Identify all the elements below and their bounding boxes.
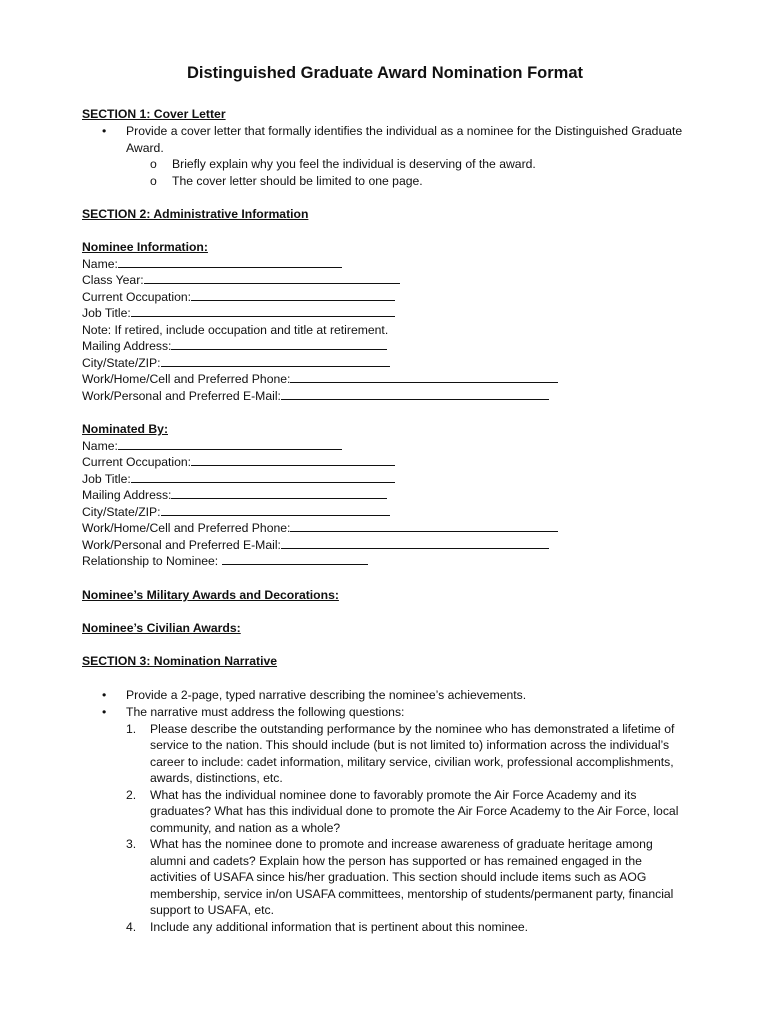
field-label: Name: [82, 439, 118, 453]
field-blank[interactable] [191, 289, 395, 301]
section1-bullet1-line2: Award. [126, 141, 164, 155]
field-blank[interactable] [290, 520, 558, 532]
section1-bullet1-line1: Provide a cover letter that formally identifies the individual as a nominee for the Distinguished Graduate [126, 124, 683, 138]
bullet-marker: • [102, 705, 107, 719]
field-label: Current Occupation: [82, 290, 192, 304]
field-label: Work/Personal and Preferred E-Mail: [82, 538, 281, 552]
item-number: 3. [126, 837, 137, 851]
section3-bullet2: The narrative must address the following questions: [126, 705, 405, 719]
field-blank[interactable] [191, 454, 395, 466]
item2-line1: What has the individual nominee done to favorably promote the Air Force Academy and its [150, 788, 637, 802]
nominee-info-heading: Nominee Information: [82, 240, 208, 254]
field-blank[interactable] [171, 487, 387, 499]
nominee-mailing-field[interactable] [82, 338, 387, 355]
section1-sub1: Briefly explain why you feel the individual is deserving of the award. [172, 157, 536, 171]
bullet-marker: • [102, 124, 107, 138]
field-label: Name: [82, 257, 118, 271]
military-awards-heading: Nominee’s Military Awards and Decorations: [82, 588, 339, 602]
item1-line2: service to the nation. This should include (but is not limited to) information across the individual’s [150, 738, 670, 752]
field-blank[interactable] [222, 553, 368, 565]
sub-bullet-marker: o [150, 174, 157, 188]
nominee-email-field[interactable] [82, 388, 549, 405]
field-blank[interactable] [131, 471, 395, 483]
document-title: Distinguished Graduate Award Nomination Format [186, 64, 584, 82]
item3-line3: activities of USAFA since his/her graduation. This section should include items such as AOG [150, 870, 647, 884]
field-blank[interactable] [281, 388, 549, 400]
field-label: City/State/ZIP: [82, 356, 161, 370]
item2-line2: graduates? What has this individual done to promote the Air Force Academy to the Air Force, local [150, 804, 679, 818]
section2-heading: SECTION 2: Administrative Information [82, 207, 309, 221]
nominator-city-field[interactable] [82, 504, 390, 521]
field-label: Job Title: [82, 472, 131, 486]
field-label: Work/Personal and Preferred E-Mail: [82, 389, 281, 403]
field-blank[interactable] [161, 355, 390, 367]
nominee-occupation-field[interactable] [82, 289, 395, 306]
field-blank[interactable] [281, 537, 549, 549]
nominator-job-title-field[interactable] [82, 471, 395, 488]
nominator-mailing-field[interactable] [82, 487, 387, 504]
nominator-relationship-field[interactable] [82, 553, 368, 570]
field-blank[interactable] [171, 338, 387, 350]
item3-line2: alumni and cadets? Explain how the person has supported or has remained engaged in the [150, 854, 642, 868]
field-label: Work/Home/Cell and Preferred Phone: [82, 521, 291, 535]
item4-line1: Include any additional information that is pertinent about this nominee. [150, 920, 529, 934]
nominee-job-title-field[interactable] [82, 305, 395, 322]
field-label: Work/Home/Cell and Preferred Phone: [82, 372, 291, 386]
nominee-name-field[interactable] [82, 256, 342, 273]
nominee-phone-field[interactable] [82, 371, 558, 388]
item1-line1: Please describe the outstanding performance by the nominee who has demonstrated a lifetime of [150, 722, 675, 736]
item-number: 4. [126, 920, 137, 934]
nominator-occupation-field[interactable] [82, 454, 395, 471]
field-blank[interactable] [161, 504, 390, 516]
section1-heading: SECTION 1: Cover Letter [82, 107, 226, 121]
field-label: Current Occupation: [82, 455, 192, 469]
field-blank[interactable] [118, 256, 342, 268]
item3-line5: support to USAFA, etc. [150, 903, 274, 917]
item-number: 2. [126, 788, 137, 802]
section1-sub2: The cover letter should be limited to one page. [172, 174, 423, 188]
section3-heading: SECTION 3: Nomination Narrative [82, 654, 278, 668]
field-label: Mailing Address: [82, 488, 172, 502]
field-blank[interactable] [118, 438, 342, 450]
field-label: Relationship to Nominee: [82, 554, 222, 568]
sub-bullet-marker: o [150, 157, 157, 171]
field-label: Job Title: [82, 306, 131, 320]
field-label: Mailing Address: [82, 339, 172, 353]
nominee-city-field[interactable] [82, 355, 390, 372]
item3-line1: What has the nominee done to promote and increase awareness of graduate heritage among [150, 837, 653, 851]
field-blank[interactable] [131, 305, 395, 317]
item1-line4: awards, distinctions, etc. [150, 771, 283, 785]
field-blank[interactable] [144, 272, 400, 284]
section3-bullet1: Provide a 2-page, typed narrative describing the nominee’s achievements. [126, 688, 527, 702]
field-label: Class Year: [82, 273, 144, 287]
civilian-awards-heading: Nominee’s Civilian Awards: [82, 621, 241, 635]
nominator-name-field[interactable] [82, 438, 342, 455]
field-label: City/State/ZIP: [82, 505, 161, 519]
bullet-marker: • [102, 688, 107, 702]
item1-line3: career to include: cadet information, military service, civilian work, professional accomplishments, [150, 755, 674, 769]
field-blank[interactable] [290, 371, 558, 383]
nominator-email-field[interactable] [82, 537, 549, 554]
item2-line3: community, and nation as a whole? [150, 821, 341, 835]
nominee-retirement-note: Note: If retired, include occupation and title at retirement. [82, 323, 389, 337]
nominator-phone-field[interactable] [82, 520, 558, 537]
nominated-by-heading: Nominated By: [82, 422, 168, 436]
nominee-class-year-field[interactable] [82, 272, 400, 289]
item3-line4: membership, service in/on USAFA committees, mentorship of students/permanent party, financial [150, 887, 674, 901]
item-number: 1. [126, 722, 137, 736]
